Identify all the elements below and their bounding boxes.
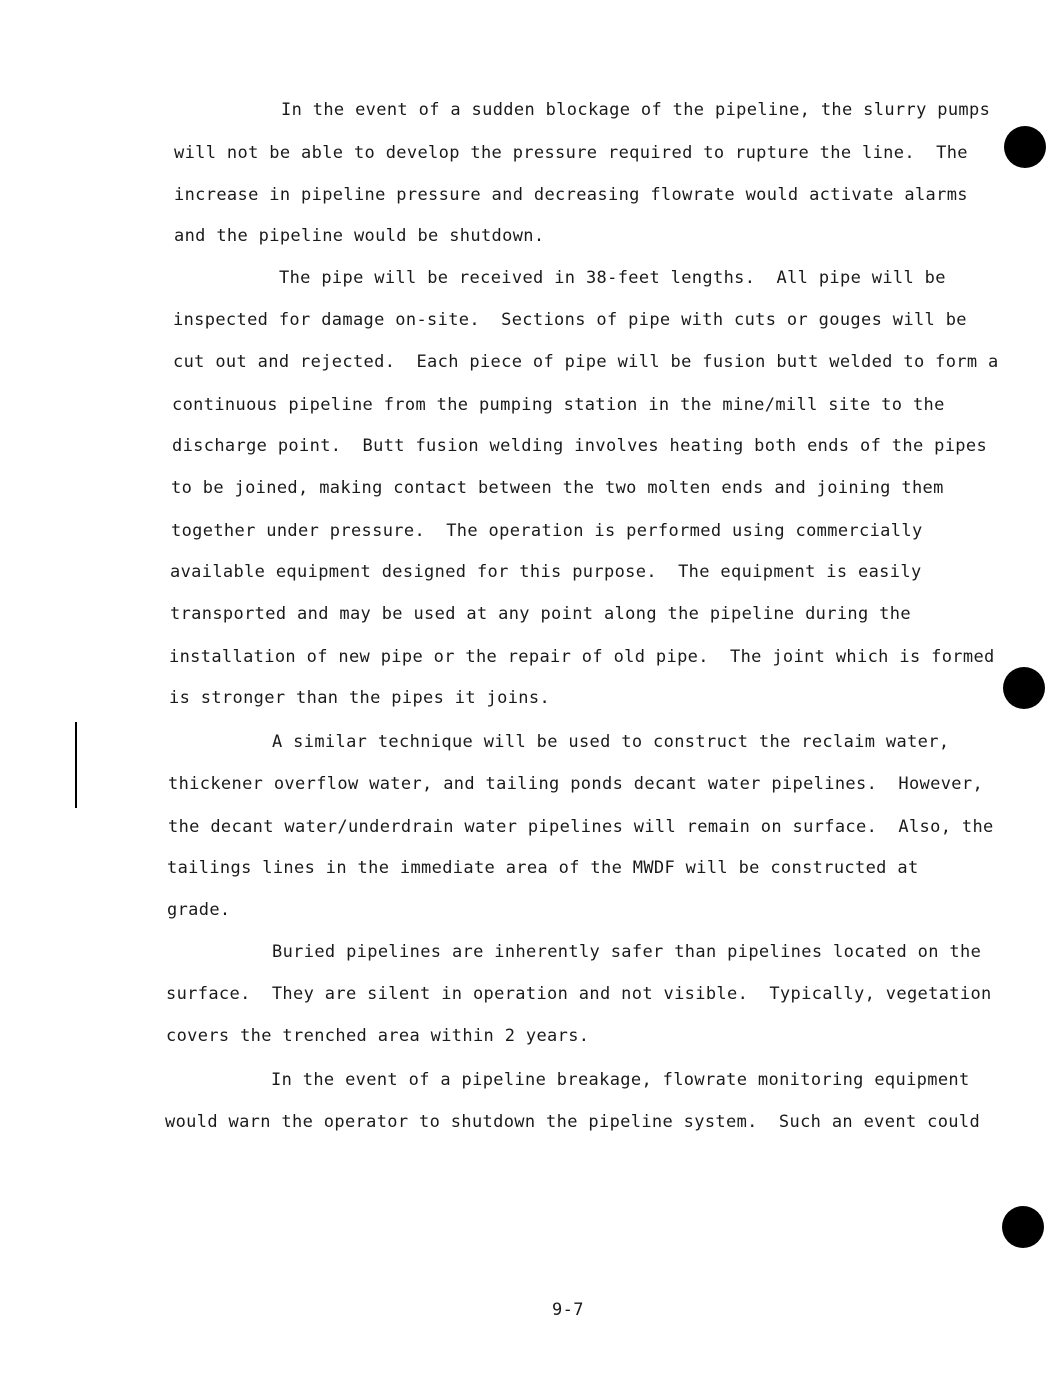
text-line: increase in pipeline pressure and decreasing flowrate would activate alarms [174, 185, 968, 205]
text-line: installation of new pipe or the repair of old pipe. The joint which is formed [169, 647, 995, 667]
text-line: is stronger than the pipes it joins. [169, 688, 551, 708]
page-number: 9-7 [552, 1300, 584, 1320]
revision-change-bar [75, 722, 77, 808]
text-line: In the event of a pipeline breakage, flowrate monitoring equipment [271, 1070, 970, 1090]
text-line: grade. [167, 900, 231, 920]
punch-hole [1002, 1206, 1044, 1248]
text-line: cut out and rejected. Each piece of pipe will be fusion butt welded to form a [173, 352, 999, 372]
text-line: transported and may be used at any point along the pipeline during the [170, 604, 911, 624]
text-line: A similar technique will be used to construct the reclaim water, [272, 732, 950, 752]
text-line: available equipment designed for this purpose. The equipment is easily [170, 562, 922, 582]
text-line: and the pipeline would be shutdown. [174, 226, 545, 246]
text-line: Buried pipelines are inherently safer than pipelines located on the [272, 942, 982, 962]
punch-hole [1004, 126, 1046, 168]
text-line: tailings lines in the immediate area of the MWDF will be constructed at [167, 858, 919, 878]
text-line: thickener overflow water, and tailing ponds decant water pipelines. However, [168, 774, 984, 794]
text-line: surface. They are silent in operation and not visible. Typically, vegetation [166, 984, 992, 1004]
text-line: The pipe will be received in 38-feet lengths. All pipe will be [279, 268, 946, 288]
text-line: the decant water/underdrain water pipelines will remain on surface. Also, the [168, 817, 994, 837]
punch-hole [1003, 667, 1045, 709]
text-line: together under pressure. The operation is performed using commercially [171, 521, 923, 541]
text-line: discharge point. Butt fusion welding involves heating both ends of the pipes [172, 436, 988, 456]
text-line: covers the trenched area within 2 years. [166, 1026, 590, 1046]
text-line: would warn the operator to shutdown the pipeline system. Such an event could [165, 1112, 981, 1132]
text-line: In the event of a sudden blockage of the pipeline, the slurry pumps [281, 100, 991, 120]
text-line: inspected for damage on-site. Sections of pipe with cuts or gouges will be [173, 310, 967, 330]
text-line: to be joined, making contact between the two molten ends and joining them [171, 478, 944, 498]
text-line: will not be able to develop the pressure required to rupture the line. The [174, 143, 968, 163]
text-line: continuous pipeline from the pumping station in the mine/mill site to the [172, 395, 945, 415]
